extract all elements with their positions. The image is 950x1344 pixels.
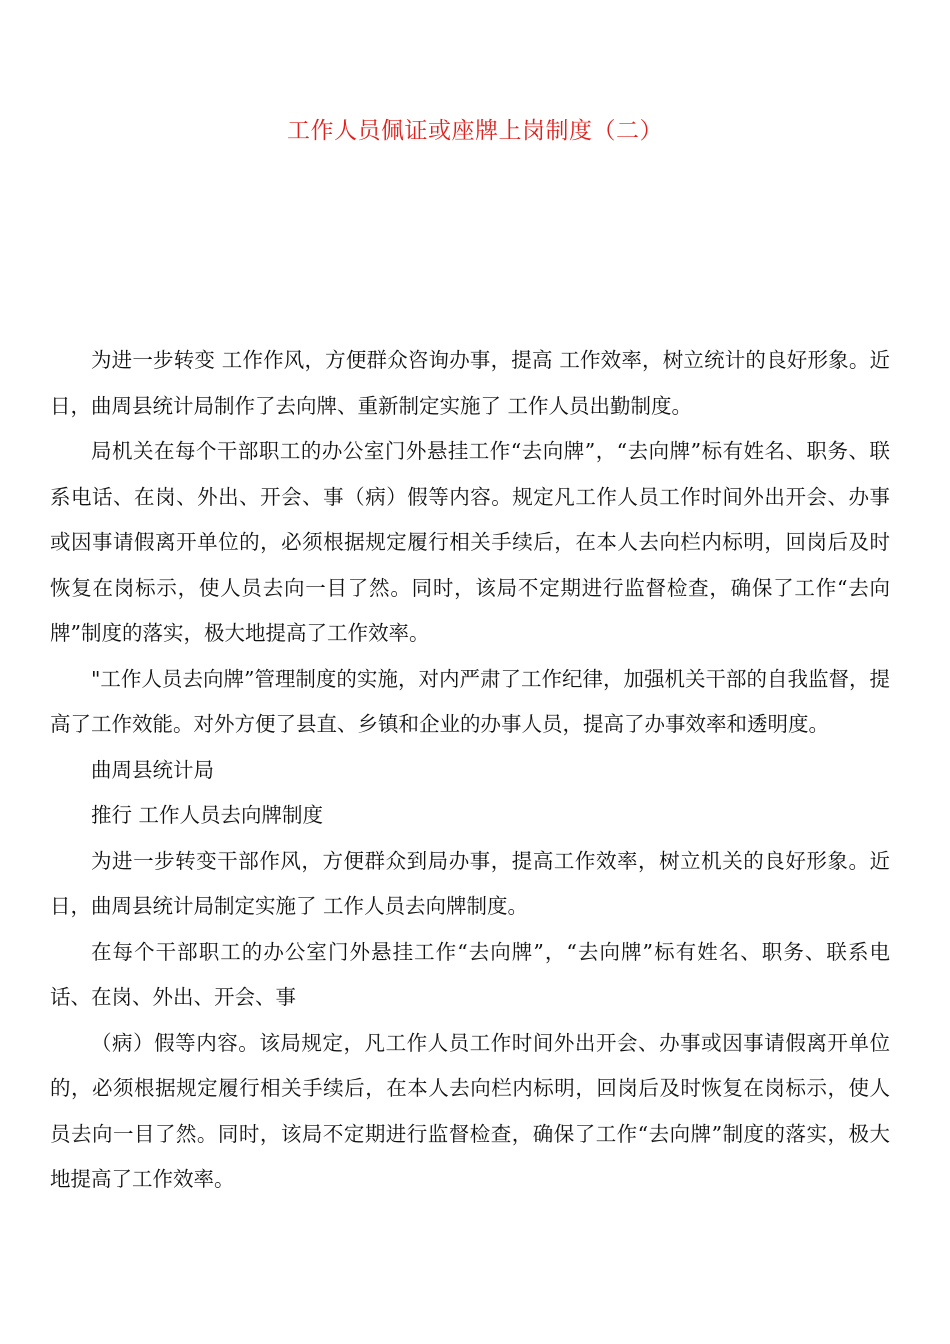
document-body [50, 338, 890, 1203]
paragraph-subheading: 推行 工作人员去向牌制度 [91, 803, 324, 827]
paragraph-bureau-name: 曲周县统计局 [91, 757, 214, 782]
paragraph-rules: （病）假等内容。该局规定，凡工作人员工作时间外出开会、办事或因事请假离开单位的，必须根据规定履行相关手续后，在本人去向栏内标明，回岗后及时恢复在岗标示，使人员去向一目了然。同时，该局不定期进行监督检查，确保了工作“去向牌”制度的落实，极大地提高了工作效率。 [50, 1030, 890, 1191]
paragraph-intro-repeat: 为进一步转变干部作风，方便群众到局办事，提高工作效率，树立机关的良好形象。近日，曲周县统计局制定实施了 工作人员去向牌制度。 [50, 848, 890, 918]
paragraph-sign-details: 局机关在每个干部职工的办公室门外悬挂工作“去向牌”，“去向牌”标有姓名、职务、联系电话、在岗、外出、开会、事（病）假等内容。规定凡工作人员工作时间外出开会、办事或因事请假离开单位的，必须根据规定履行相关手续后，在本人去向栏内标明，回岗后及时恢复在岗标示，使人员去向一目了然。同时，该局不定期进行监督检查，确保了工作“去向牌”制度的落实，极大地提高了工作效率。 [50, 439, 890, 645]
paragraph-intro: 为进一步转变 工作作风，方便群众咨询办事，提高 工作效率，树立统计的良好形象。近日，曲周县统计局制作了去向牌、重新制定实施了 工作人员出勤制度。 [50, 348, 890, 418]
document-title: 工作人员佩证或座牌上岗制度（二） [287, 118, 663, 144]
paragraph-sign-details-repeat: 在每个干部职工的办公室门外悬挂工作“去向牌”，“去向牌”标有姓名、职务、联系电话、在岗、外出、开会、事 [50, 939, 890, 1009]
paragraph-effects: "工作人员去向牌”管理制度的实施，对内严肃了工作纪律，加强机关干部的自我监督，提高了工作效能。对外方便了县直、乡镇和企业的办事人员，提高了办事效率和透明度。 [50, 666, 890, 736]
